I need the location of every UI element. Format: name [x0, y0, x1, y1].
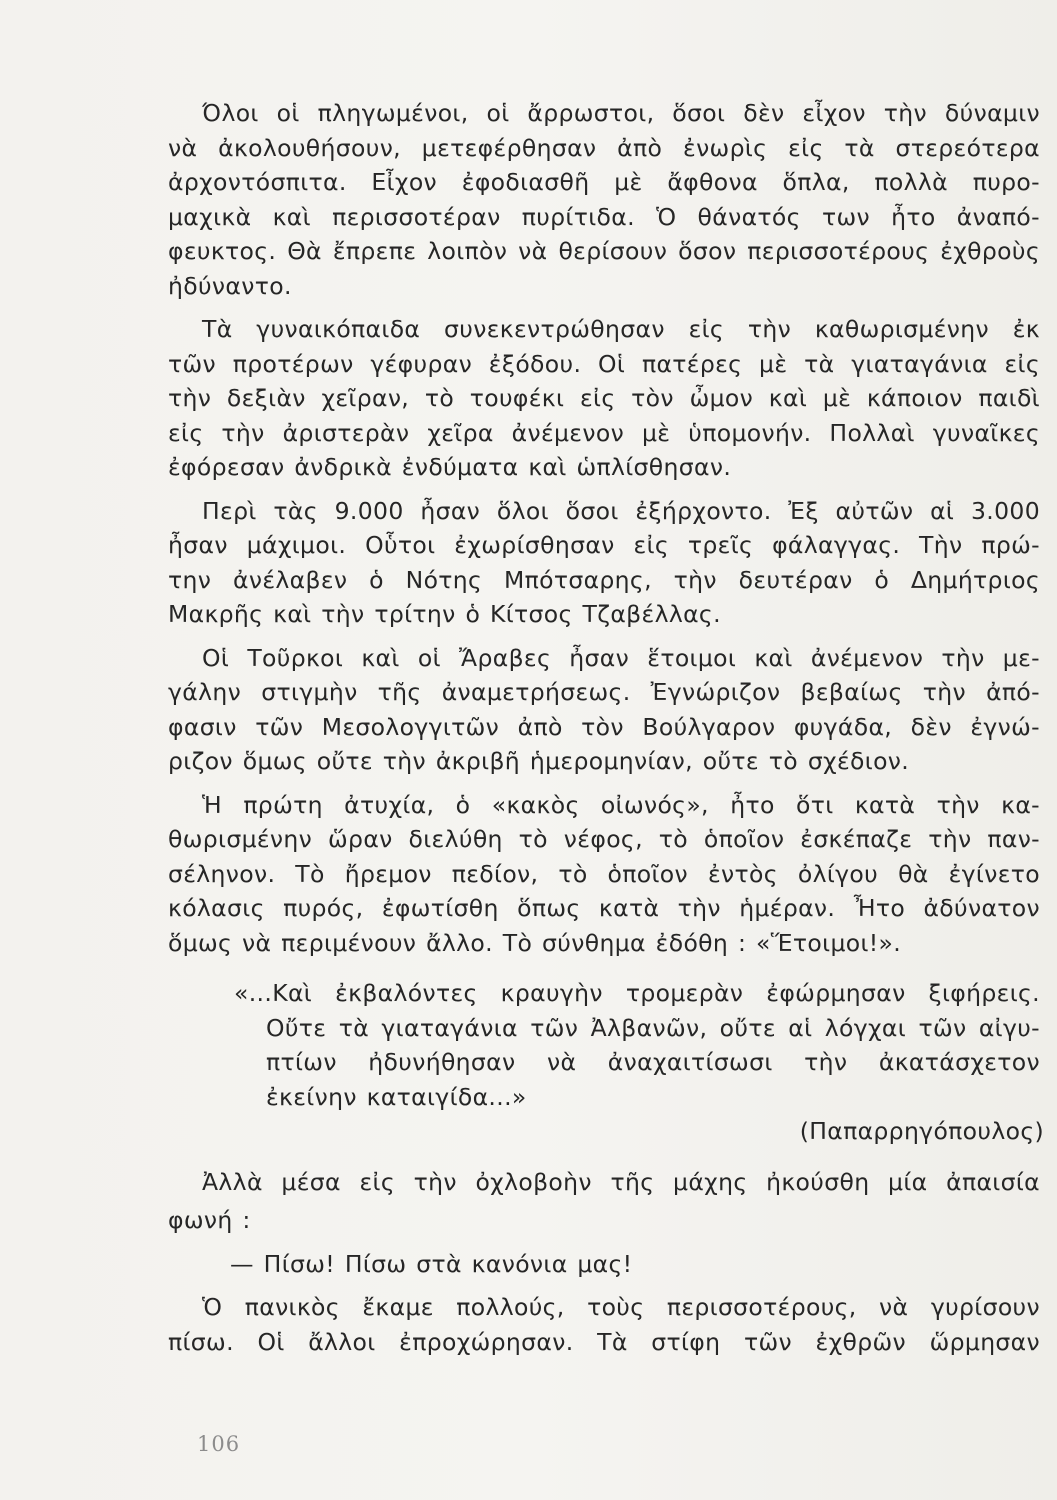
text-line: φασιν τῶν Μεσολογγιτῶν ἀπὸ τὸν Βούλγαρον φυγάδα, δὲν ἐγνώ- — [168, 712, 1040, 741]
paragraph-voice — [168, 1165, 1040, 1238]
quote-line: «...Καὶ ἐκβαλόντες κραυγὴν τρομερὰν ἐφώρμησαν ξιφήρεις. — [234, 979, 1040, 1007]
text-line: ἐφόρεσαν ἀνδρικὰ ἐνδύματα καὶ ὡπλίσθησαν. — [168, 453, 732, 481]
block-quote — [168, 976, 1044, 1149]
text-line: τὴν δεξιὰν χεῖραν, τὸ τουφέκι εἰς τὸν ὦμον καὶ μὲ κάποιον παιδὶ — [168, 384, 1040, 412]
text-line: ἀρχοντόσπιτα. Εἶχον ἐφοδιασθῆ μὲ ἄφθονα ὅπλα, πολλὰ πυρο- — [168, 168, 1040, 196]
text-line: ριζον ὅμως οὔτε τὴν ἀκριβῆ ἡμερομηνίαν, οὔτε τὸ σχέδιον. — [168, 747, 910, 775]
paragraph-turks-arabs — [168, 641, 1040, 779]
dialogue-line: — Πίσω! Πίσω στὰ κανόνια μας! — [230, 1249, 633, 1278]
dialogue — [168, 1247, 1040, 1282]
text-line: κόλασις πυρός, ἐφωτίσθη ὅπως κατὰ τὴν ἡμέραν. Ἦτο ἀδύνατον — [168, 894, 1040, 922]
text-line: Ὁ πανικὸς ἔκαμε πολλούς, τοὺς περισσοτέρους, νὰ γυρίσουν — [202, 1293, 1040, 1321]
body-text — [168, 96, 1044, 1359]
quote-line: Οὔτε τὰ γιαταγάνια τῶν Ἀλβανῶν, οὔτε αἱ λόγχαι τῶν αἰγυ- — [266, 1013, 1040, 1042]
quote-line: ἐκείνην καταιγίδα...» — [266, 1082, 527, 1111]
paragraph-panic — [168, 1290, 1040, 1359]
text-line: Όλοι οἱ πληγωμένοι, οἱ ἄρρωστοι, ὅσοι δὲν εἶχον τὴν δύναμιν — [202, 99, 1040, 127]
paragraph-bad-omen — [168, 788, 1040, 961]
text-line: εἰς τὴν ἀριστερὰν χεῖρα ἀνέμενον μὲ ὑπομονήν. Πολλαὶ γυναῖκες — [168, 418, 1040, 447]
text-line: νὰ ἀκολουθήσουν, μετεφέρθησαν ἀπὸ ἐνωρὶς εἰς τὰ στερεότερα — [168, 133, 1040, 162]
paragraph-fighters — [168, 494, 1040, 632]
text-line: Οἱ Τοῦρκοι καὶ οἱ Ἄραβες ἦσαν ἕτοιμοι καὶ ἀνέμενον τὴν με- — [202, 643, 1040, 672]
page-number: 106 — [197, 1432, 241, 1456]
text-line: Περὶ τὰς 9.000 ἦσαν ὅλοι ὅσοι ἐξήρχοντο. Ἐξ αὐτῶν αἱ 3.000 — [202, 496, 1040, 525]
text-line: μαχικὰ καὶ περισσοτέραν πυρίτιδα. Ὁ θάνατός των ἦτο ἀναπό- — [168, 202, 1040, 231]
text-line: ἠδύναντο. — [168, 271, 292, 300]
text-line: την ἀνέλαβεν ὁ Νότης Μπότσαρης, τὴν δευτέραν ὁ Δημήτριος — [168, 565, 1040, 594]
text-line: ἦσαν μάχιμοι. Οὗτοι ἐχωρίσθησαν εἰς τρεῖς φάλαγγας. Τὴν πρώ- — [168, 531, 1040, 559]
quote-line: πτίων ἠδυνήθησαν νὰ ἀναχαιτίσωσι τὴν ἀκατάσχετον — [266, 1048, 1040, 1076]
text-line: γάλην στιγμὴν τῆς ἀναμετρήσεως. Ἐγνώριζον βεβαίως τὴν ἀπό- — [168, 678, 1040, 706]
text-line: ὅμως νὰ περιμένουν ἄλλο. Τὸ σύνθημα ἐδόθη : «Ἕτοιμοι!». — [168, 928, 902, 957]
text-line: Μακρῆς καὶ τὴν τρίτην ὁ Κίτσος Τζαβέλλας. — [168, 600, 721, 628]
paragraph-women-children — [168, 312, 1040, 485]
text-line: Ἡ πρώτη ἀτυχία, ὁ «κακὸς οἰωνός», ἦτο ὅτι κατὰ τὴν κα- — [202, 790, 1040, 819]
text-line: Ἀλλὰ μέσα εἰς τὴν ὀχλοβοὴν τῆς μάχης ἠκούσθη μία ἀπαισία — [202, 1167, 1040, 1196]
text-line: φωνή : — [168, 1206, 251, 1234]
text-line: φευκτος. Θὰ ἔπρεπε λοιπὸν νὰ θερίσουν ὅσον περισσοτέρους ἐχθροὺς — [168, 237, 1040, 265]
quote-attribution: (Παπαρρηγόπουλος) — [799, 1117, 1044, 1145]
text-line: Τὰ γυναικόπαιδα συνεκεντρώθησαν εἰς τὴν καθωρισμένην ἐκ — [202, 315, 1040, 343]
paragraph-wounded — [168, 96, 1040, 303]
text-line: πίσω. Οἱ ἄλλοι ἐπροχώρησαν. Τὰ στίφη τῶν ἐχθρῶν ὥρμησαν — [168, 1327, 1040, 1356]
text-line: τῶν προτέρων γέφυραν ἐξόδου. Οἱ πατέρες μὲ τὰ γιαταγάνια εἰς — [168, 349, 1040, 378]
text-line: σέληνον. Τὸ ἤρεμον πεδίον, τὸ ὁποῖον ἐντὸς ὀλίγου θὰ ἐγίνετο — [168, 859, 1040, 888]
text-line: θωρισμένην ὥραν διελύθη τὸ νέφος, τὸ ὁποῖον ἐσκέπαζε τὴν παν- — [168, 825, 1040, 853]
